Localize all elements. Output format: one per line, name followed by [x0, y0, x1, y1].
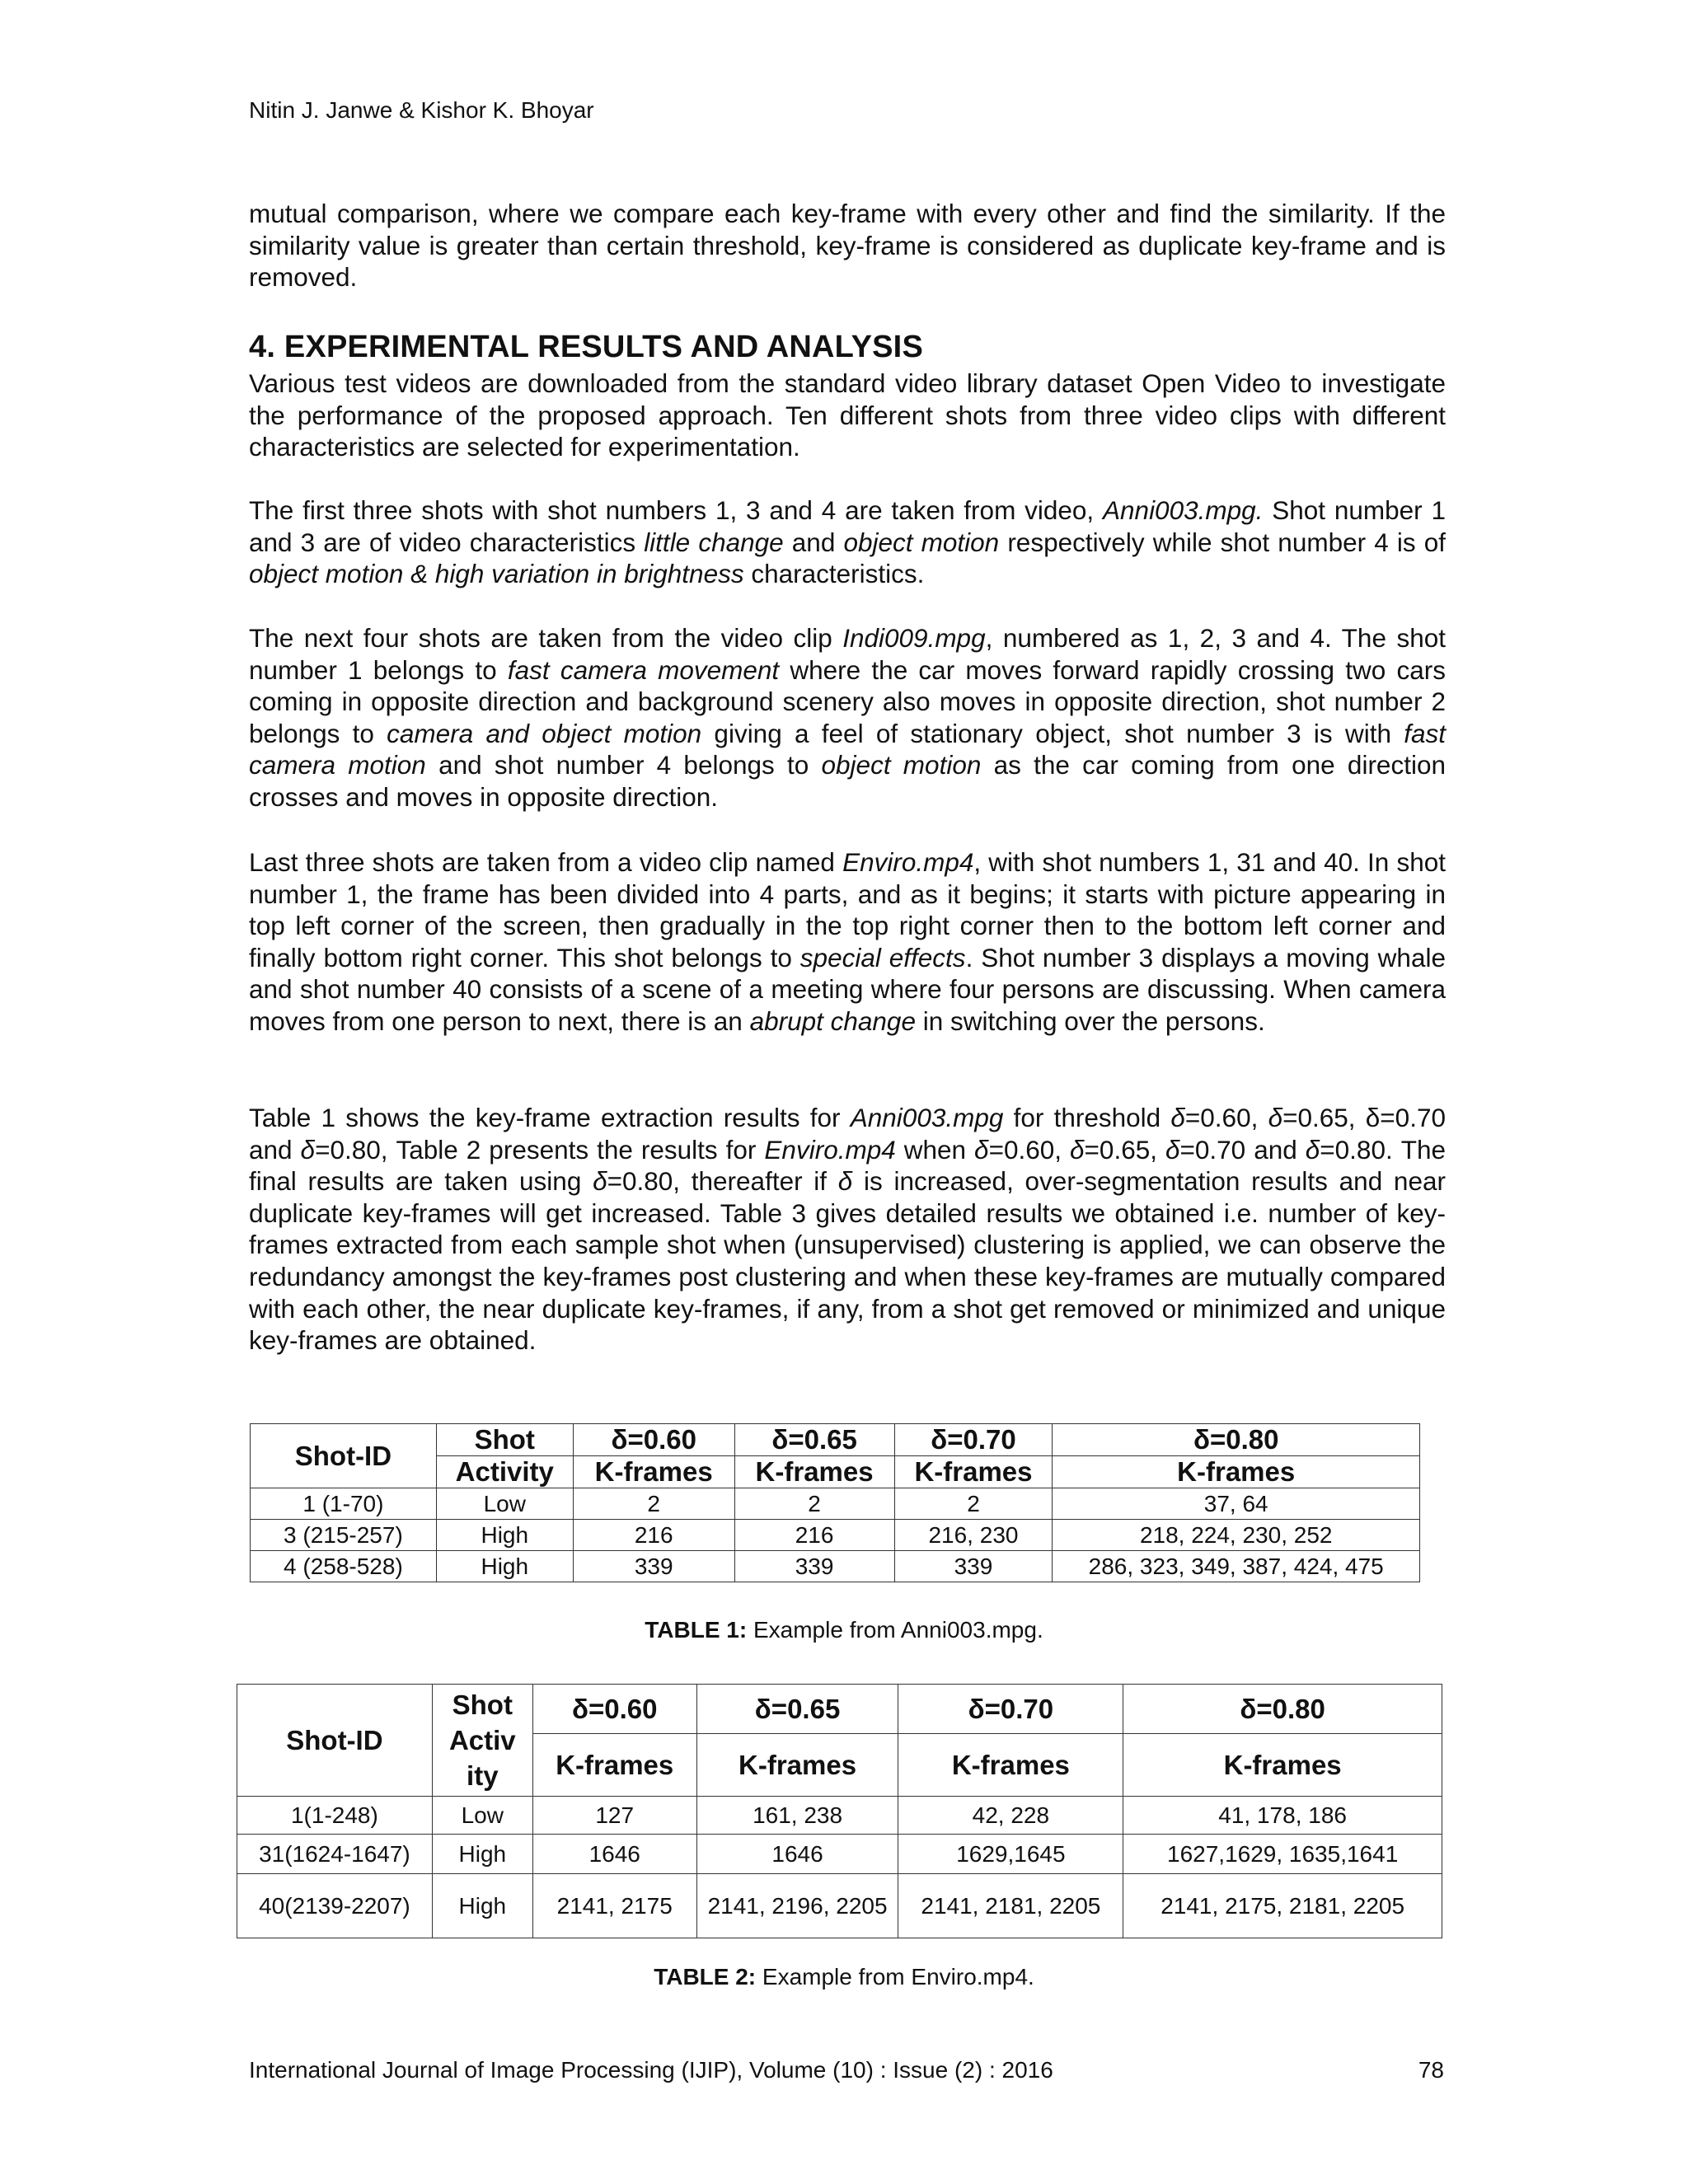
table-1-cell-d065: 2: [734, 1488, 894, 1520]
table-1-header-d070: δ=0.70: [894, 1424, 1053, 1456]
table-1-cell-activity: Low: [436, 1488, 573, 1520]
text-run: characteristics.: [743, 559, 925, 589]
table-2-cell-d070: 1629,1645: [898, 1835, 1123, 1874]
table-row: [237, 1874, 1442, 1938]
text-run: Various test videos are downloaded from the standard video library dataset Open Video to investigate the performance of the proposed approach. Ten different shots from three video clips with different characteristics are selected for experimentation.: [249, 368, 1446, 462]
table-2-cell-d080: 1627,1629, 1635,1641: [1123, 1835, 1442, 1874]
table-2-cell-d065: 161, 238: [696, 1797, 898, 1835]
table-1-cell-d070: 2: [894, 1488, 1053, 1520]
table-2: [237, 1684, 1442, 1938]
table-1-cell-d080: 286, 323, 349, 387, 424, 475: [1053, 1551, 1420, 1582]
page-number: 78: [1418, 2057, 1444, 2083]
table-2-cell-d060: 127: [532, 1797, 696, 1835]
table-1-header-activity-line1: Shot: [436, 1424, 573, 1456]
table-1-cell-d070: 339: [894, 1551, 1053, 1582]
text-run: =0.65,: [1084, 1134, 1165, 1165]
text-run: =0.70 and: [1179, 1134, 1306, 1165]
table-2-header-kframes-d070: K-frames: [898, 1734, 1123, 1797]
table-1-caption: [0, 1617, 1688, 1643]
text-run: and shot number 4 belongs to: [425, 750, 822, 780]
table-1: [250, 1423, 1420, 1582]
text-run: , numbered as 1, 2, 3 and 4. The shot number 1 belongs to: [249, 623, 1446, 685]
table-1-cell-shot-id: 1 (1-70): [251, 1488, 437, 1520]
paragraph-3-block: [249, 622, 1446, 813]
italic-text-run: Anni003.mpg.: [1103, 495, 1264, 525]
table-2-header-activity-line1: Shot: [452, 1690, 513, 1720]
italic-text-run: δ: [1268, 1103, 1283, 1132]
table-1-header-d060: δ=0.60: [573, 1424, 734, 1456]
table-row: [251, 1551, 1420, 1582]
table-row: [251, 1520, 1420, 1551]
paragraph-5-block: [249, 1102, 1446, 1357]
table-1-cell-d060: 2: [573, 1488, 734, 1520]
table-2-header-d065: δ=0.65: [696, 1685, 898, 1734]
text-run: =0.80, Table 2 presents the results for: [315, 1134, 765, 1165]
table-1-cell-d080: 37, 64: [1053, 1488, 1420, 1520]
table-2-header-activity: [432, 1685, 532, 1797]
table-2-caption-label: TABLE 2:: [654, 1964, 757, 1990]
table-1-header-kframes-d070: K-frames: [894, 1456, 1053, 1488]
text-run: =0.80, thereafter if: [607, 1166, 838, 1197]
paragraph-4: [249, 846, 1446, 1038]
table-2-cell-d060: 1646: [532, 1835, 696, 1874]
italic-text-run: δ: [1070, 1134, 1085, 1165]
text-run: when: [895, 1134, 975, 1165]
table-1-header-shot-id: Shot-ID: [251, 1424, 437, 1488]
table-1-cell-activity: High: [436, 1551, 573, 1582]
table-2-header-kframes-d060: K-frames: [532, 1734, 696, 1797]
italic-text-run: object motion & high variation in brightness: [249, 559, 744, 589]
italic-text-run: δ: [1165, 1134, 1180, 1165]
table-1-header-row-1: [251, 1424, 1420, 1456]
table-2-cell-d065: 2141, 2196, 2205: [696, 1874, 898, 1938]
italic-text-run: abrupt change: [749, 1005, 916, 1036]
table-2-cell-d070: 42, 228: [898, 1797, 1123, 1835]
intro-paragraph-block: [249, 198, 1446, 293]
italic-text-run: δ: [593, 1166, 607, 1197]
table-2-header-activity-line3: ity: [467, 1760, 499, 1791]
table-2-cell-shot-id: 31(1624-1647): [237, 1835, 433, 1874]
table-1-caption-label: TABLE 1:: [645, 1617, 748, 1643]
text-run: Table 1 shows the key-frame extraction results for: [249, 1103, 851, 1132]
table-2-cell-d070: 2141, 2181, 2205: [898, 1874, 1123, 1938]
italic-text-run: Enviro.mp4: [842, 847, 974, 877]
table-2-cell-shot-id: 1(1-248): [237, 1797, 433, 1835]
text-run: mutual comparison, where we compare each key-frame with every other and find the similarity. If the similarity value is greater than certain threshold, key-frame is considered as duplicate key-frame and is removed.: [249, 199, 1446, 293]
running-head-authors: Nitin J. Janwe & Kishor K. Bhoyar: [249, 97, 594, 123]
italic-text-run: δ: [837, 1166, 853, 1197]
table-2-cell-d080: 41, 178, 186: [1123, 1797, 1442, 1835]
italic-text-run: fast camera movement: [507, 654, 780, 685]
intro-paragraph: [249, 198, 1446, 293]
text-run: The first three shots with shot numbers 1, 3 and 4 are taken from video,: [249, 495, 1104, 525]
table-2-cell-activity: High: [432, 1874, 532, 1938]
text-run: =0.65, δ=0.70 and: [249, 1103, 1446, 1165]
table-1-header-activity-line2: Activity: [436, 1456, 573, 1488]
table-1-header-kframes-d065: K-frames: [734, 1456, 894, 1488]
italic-text-run: camera and object motion: [387, 718, 702, 748]
text-run: The next four shots are taken from the video clip: [249, 623, 843, 653]
text-run: =0.60,: [988, 1134, 1071, 1165]
paragraph-1-block: [249, 368, 1446, 463]
table-2-header-d080: δ=0.80: [1123, 1685, 1442, 1734]
table-2-header-activity-line2: Activ: [448, 1725, 516, 1755]
table-1-cell-shot-id: 4 (258-528): [251, 1551, 437, 1582]
table-2-cell-d080: 2141, 2175, 2181, 2205: [1123, 1874, 1442, 1938]
paragraph-4-block: [249, 846, 1446, 1038]
table-2-cell-activity: Low: [432, 1797, 532, 1835]
table-2-caption: [0, 1964, 1688, 1990]
table-row: [237, 1797, 1442, 1835]
italic-text-run: δ: [1170, 1103, 1185, 1132]
table-row: [251, 1488, 1420, 1520]
section-heading: 4. EXPERIMENTAL RESULTS AND ANALYSIS: [249, 330, 923, 364]
table-1-cell-d060: 339: [573, 1551, 734, 1582]
text-run: , with shot numbers 1, 31 and 40. In shot number 1, the frame has been divided into 4 parts, and as it begins; it starts with picture appearing in top left corner of the screen, then gradually in the top right corner then to the bottom left corner and finally bottom right corner. This shot belongs to: [249, 847, 1447, 972]
text-run: =0.80. The final results are taken using: [249, 1134, 1446, 1197]
paragraph-2: [249, 494, 1446, 590]
table-2-header-kframes-d080: K-frames: [1123, 1734, 1442, 1797]
table-2-cell-d060: 2141, 2175: [532, 1874, 696, 1938]
table-1-header-d080: δ=0.80: [1053, 1424, 1420, 1456]
italic-text-run: Enviro.mp4: [764, 1134, 896, 1165]
table-1-cell-d065: 339: [734, 1551, 894, 1582]
table-1-header-kframes-d080: K-frames: [1053, 1456, 1420, 1488]
table-1-header-kframes-d060: K-frames: [573, 1456, 734, 1488]
paragraph-3: [249, 622, 1446, 813]
table-2-caption-text: Example from Enviro.mp4.: [756, 1964, 1034, 1990]
text-run: as the car coming from one direction crosses and moves in opposite direction.: [249, 750, 1446, 812]
footer-journal: International Journal of Image Processing (IJIP), Volume (10) : Issue (2) : 2016: [249, 2057, 1053, 2083]
text-run: in switching over the persons.: [915, 1005, 1265, 1036]
table-2-header-kframes-d065: K-frames: [696, 1734, 898, 1797]
table-1-header-d065: δ=0.65: [734, 1424, 894, 1456]
table-row: [237, 1835, 1442, 1874]
text-run: . Shot number 3 displays a moving whale and shot number 40 consists of a scene of a meeting where four persons are discussing. When camera moves from one person to next, there is an: [249, 942, 1446, 1036]
text-run: for threshold: [1003, 1103, 1171, 1132]
table-1-cell-shot-id: 3 (215-257): [251, 1520, 437, 1551]
table-1-cell-activity: High: [436, 1520, 573, 1551]
italic-text-run: δ: [300, 1134, 316, 1165]
italic-text-run: δ: [1305, 1134, 1320, 1165]
italic-text-run: fast camera motion: [249, 718, 1447, 780]
paragraph-1: [249, 368, 1446, 463]
table-2-header-d060: δ=0.60: [532, 1685, 696, 1734]
table-1-cell-d080: 218, 224, 230, 252: [1053, 1520, 1420, 1551]
text-run: where the car moves forward rapidly crossing two cars coming in opposite direction and background scenery also moves in opposite direction, shot number 2 belongs to: [249, 654, 1446, 748]
table-2-header-row-1: [237, 1685, 1442, 1734]
text-run: Last three shots are taken from a video clip named: [249, 847, 843, 877]
italic-text-run: object motion: [821, 750, 982, 780]
paragraph-2-block: [249, 494, 1446, 590]
table-1-caption-text: Example from Anni003.mpg.: [747, 1617, 1043, 1643]
table-2-cell-shot-id: 40(2139-2207): [237, 1874, 433, 1938]
table-1-cell-d070: 216, 230: [894, 1520, 1053, 1551]
table-2-header-d070: δ=0.70: [898, 1685, 1123, 1734]
text-run: Shot number 1 and 3 are of video characteristics: [249, 495, 1446, 557]
italic-text-run: special effects: [799, 942, 966, 972]
text-run: respectively while shot number 4 is of: [999, 527, 1446, 557]
table-1-cell-d060: 216: [573, 1520, 734, 1551]
italic-text-run: Anni003.mpg: [850, 1103, 1004, 1132]
italic-text-run: Indi009.mpg: [842, 623, 986, 653]
table-1-cell-d065: 216: [734, 1520, 894, 1551]
italic-text-run: object motion: [843, 527, 1000, 557]
paragraph-5: [249, 1102, 1446, 1357]
text-run: and: [783, 527, 844, 557]
italic-text-run: little change: [644, 527, 784, 557]
text-run: =0.60,: [1184, 1103, 1268, 1132]
table-2-cell-d065: 1646: [696, 1835, 898, 1874]
table-2-cell-activity: High: [432, 1835, 532, 1874]
text-run: giving a feel of stationary object, shot number 3 is with: [701, 718, 1404, 748]
text-run: is increased, over-segmentation results and near duplicate key-frames will get increased. Table 3 gives detailed results we obtained i.e. number of key-frames extracted from each sample shot when (unsupervised) clustering is applied, we can observe the redundancy amongst the key-frames post clustering and when these key-frames are mutually compared with each other, the near duplicate key-frames, if any, from a shot get removed or minimized and unique key-frames are obtained.: [249, 1166, 1446, 1356]
table-2-header-shot-id: Shot-ID: [237, 1685, 433, 1797]
italic-text-run: δ: [974, 1134, 989, 1165]
